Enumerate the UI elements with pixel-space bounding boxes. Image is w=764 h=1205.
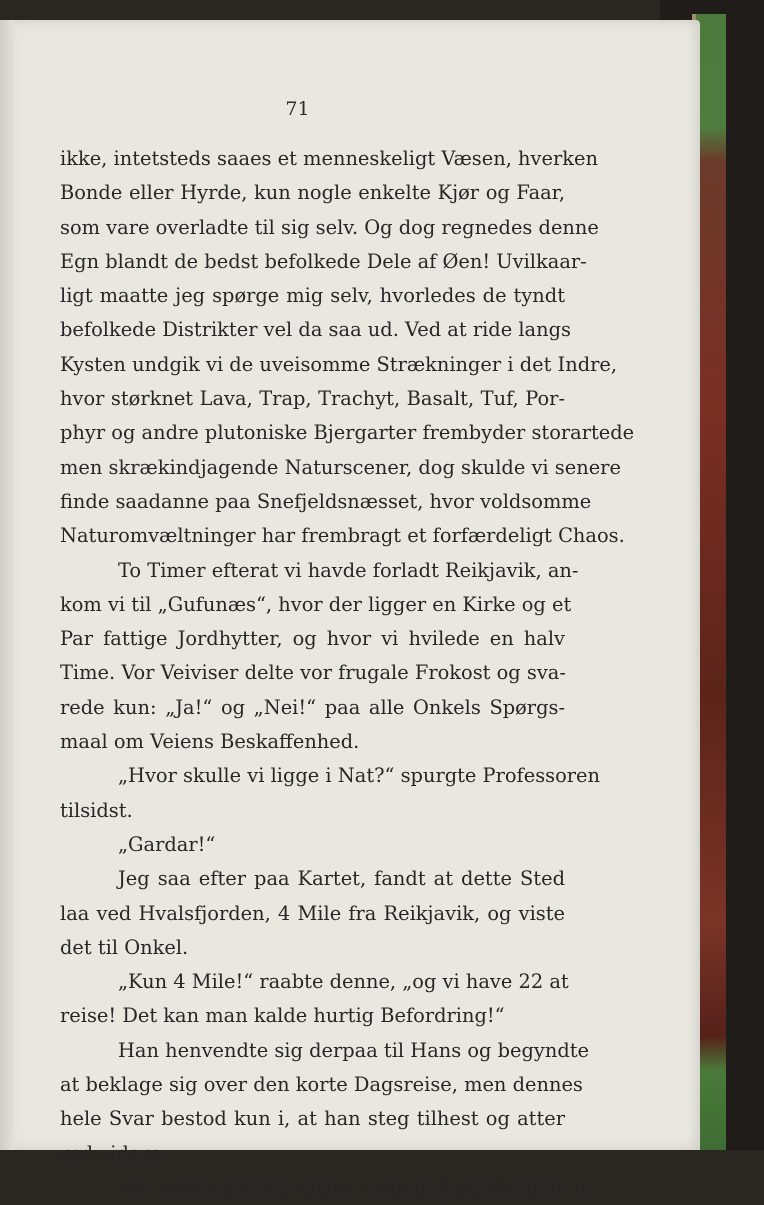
text-line: laa ved Hvalsfjorden, 4 Mile fra Reikjavik, og viste [60, 901, 565, 925]
text-line: ligt maatte jeg spørge mig selv, hvorledes de tyndt [60, 284, 565, 308]
text-line: kom vi til „Gufunæs“, hvor der ligger en Kirke og et [60, 592, 572, 616]
text-line: Par fattige Jordhytter, og hvor vi hvilede en halv [60, 627, 565, 651]
text-line: phyr og andre plutoniske Bjergarter frembyder storartede [60, 421, 635, 445]
text-line: maal om Veiens Beskaffenhed. [60, 730, 360, 754]
text-line: hvor størknet Lava, Trap, Trachyt, Basalt, Tuf, Por- [60, 387, 565, 411]
text-line: finde saadanne paa Snefjeldsnæsset, hvor voldsomme [60, 489, 592, 513]
text-line: reise! Det kan man kalde hurtig Befordring!“ [60, 1004, 505, 1028]
text-line: som vare overladte til sig selv. Og dog regnedes denne [60, 215, 599, 239]
text-line: „Kun 4 Mile!“ raabte denne, „og vi have 22 at [118, 970, 569, 994]
text-line: men skrækindjagende Naturscener, dog skulde vi senere [60, 455, 621, 479]
text-line: „Hvor skulle vi ligge i Nat?“ spurgte Professoren [118, 764, 601, 788]
text-line: hele Svar bestod kun i, at han steg tilhest og atter [60, 1107, 565, 1131]
text-line: Jeg saa efter paa Kartet, fandt at dette Sted [118, 867, 565, 891]
text-line: Time. Vor Veiviser delte vor frugale Frokost og sva- [60, 661, 566, 685]
text-line: Kysten undgik vi de uveisomme Strækninger i det Indre, [60, 352, 618, 376]
text-line: ikke, intetsteds saaes et menneskeligt Væsen, hverken [60, 147, 598, 170]
body-text [60, 142, 635, 1205]
text-line: red videre. [60, 1141, 168, 1165]
text-line: at beklage sig over den korte Dagsreise, men dennes [60, 1073, 583, 1097]
text-line: Han henvendte sig derpaa til Hans og begyndte [118, 1038, 590, 1062]
text-line: To Timer efterat vi havde forladt Reikjavik, an- [118, 558, 579, 582]
text-line: Naturomvæltninger har frembragt et forfærdeligt Chaos. [60, 524, 625, 548]
text-line: tilsidst. [60, 798, 133, 822]
text-line: Bonde eller Hyrde, kun nogle enkelte Kjør og Faar, [60, 181, 565, 205]
text-line: rede kun: „Ja!“ og „Nei!“ paa alle Onkels Spørgs- [60, 695, 565, 719]
text-line: „Gardar!“ [118, 832, 216, 856]
text-line: Egn blandt de bedst befolkede Dele af Øen! Uvilkaar- [60, 249, 587, 273]
page-number: 71 [285, 98, 310, 120]
text-line: Tre Timer senere reiste vi rundt Kotlefjorden og [118, 1175, 593, 1199]
page-gutter [0, 20, 14, 1150]
text-line: befolkede Distrikter vel da saa ud. Ved at ride langs [60, 318, 571, 342]
text-line: det til Onkel. [60, 935, 189, 959]
